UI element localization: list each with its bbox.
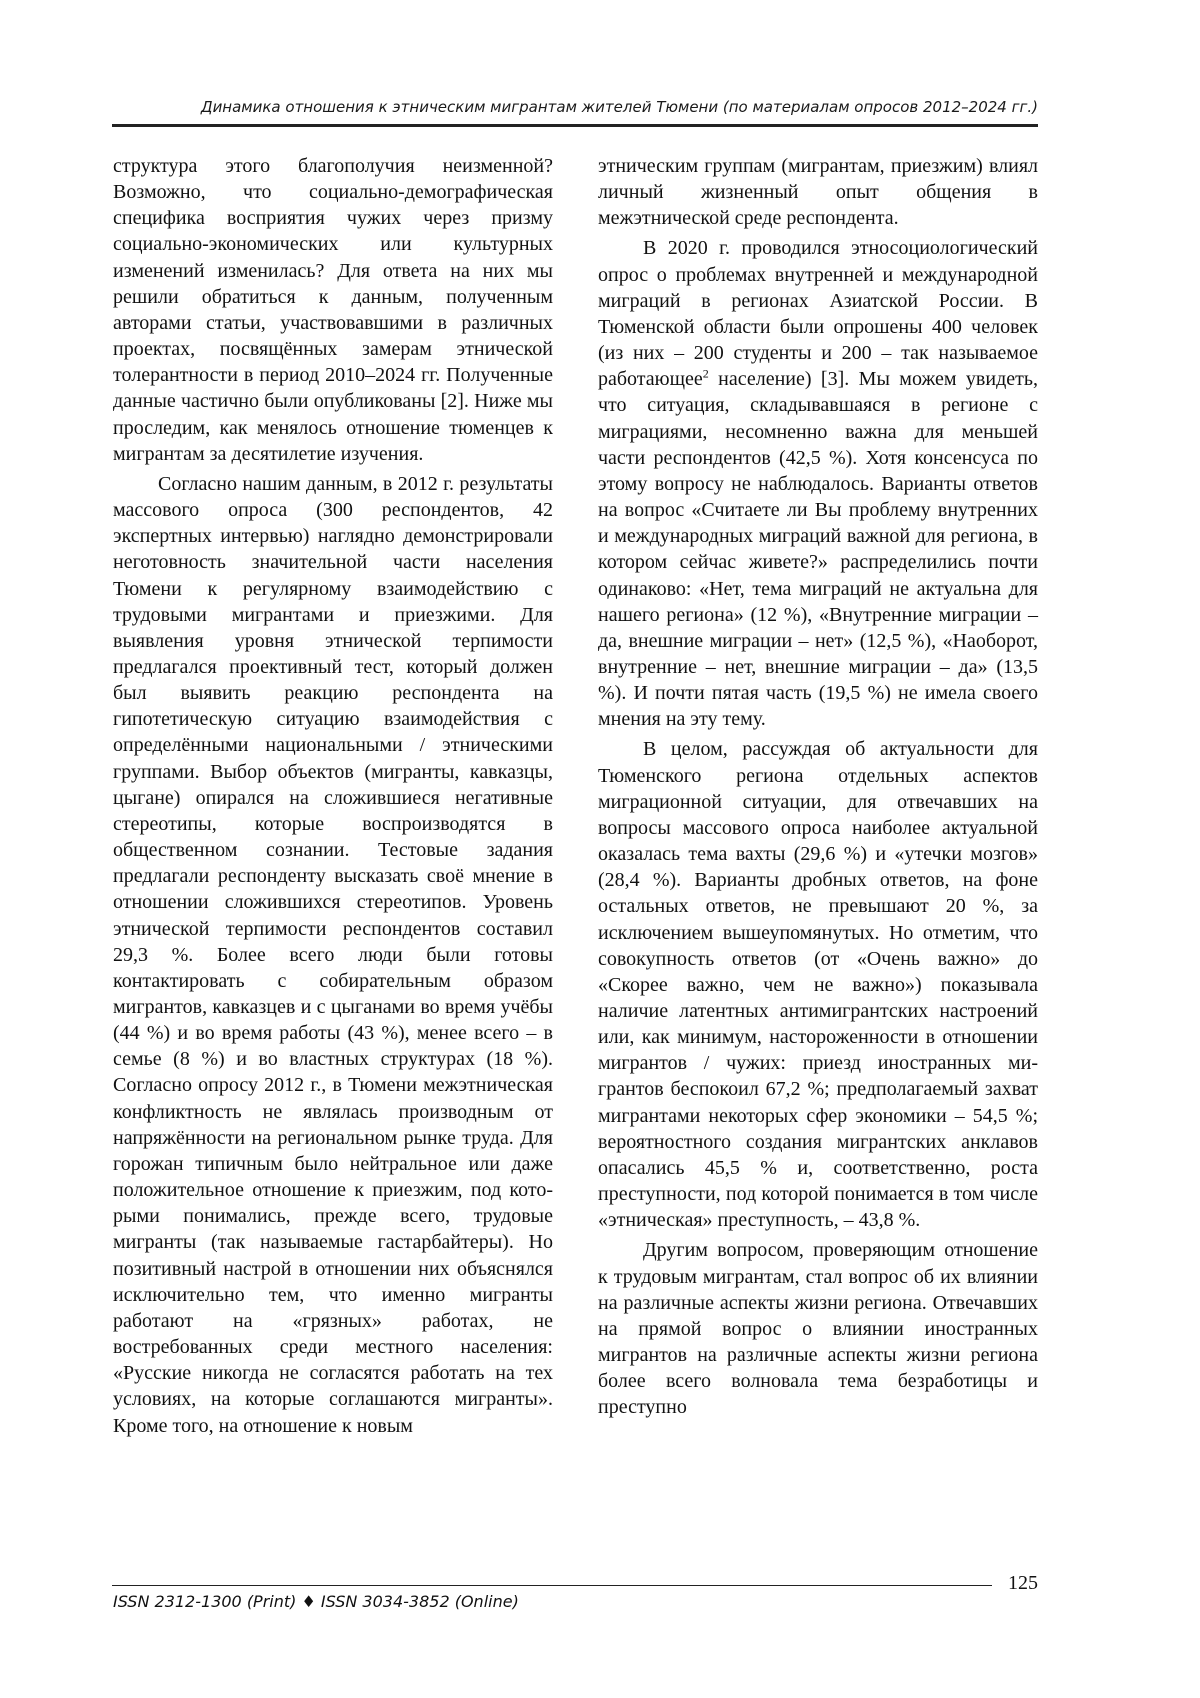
right-paragraph-2-text-a: В 2020 г. проводился этносоциологический опрос о проблемах внутренней и международной миграций в регионах Азиатской России. В Тюменской области были опрошены 400 человек (из них – 200 студенты и 200 – так называемое работающее — [598, 237, 1038, 391]
header-rule — [112, 124, 1038, 127]
right-paragraph-1: этническим группам (мигрантам, приезжим) влиял личный жизненный опыт общения в межэтнической среде респондента. — [598, 155, 1038, 230]
page-number: 125 — [1008, 1572, 1038, 1594]
running-title: Динамика отношения к этническим мигрантам жителей Тюмени (по материалам опросов 2012–2024 гг.) — [200, 98, 1038, 116]
right-paragraph-2 — [598, 235, 1038, 732]
right-paragraph-4: Другим вопросом, проверяющим отношение к трудовым мигрантам, стал вопрос об их влиянии на различные аспекты жизни региона. Отвечавших на прямой вопрос о влиянии иностранных мигрантов на различные аспекты жизни региона более всего волновала тема безработицы и преступно — [598, 1239, 1038, 1419]
left-paragraph-2: Согласно нашим данным, в 2012 г. результаты массового опроса (300 респондентов, 42 экспертных интервью) наглядно демонстрировали неготовность значительной части населения Тюмени к регулярному взаимодействию с трудовыми мигрантами и приезжими. Для выявления уровня этнической терпимости предлагался проективный тест, который должен был выявить реакцию респондента на гипотетическую ситуацию взаимодействия с определёнными национальными / этническими группами. Выбор объектов (мигранты, кавказцы, цыгане) опирался на сложившиеся негативные стереотипы, которые воспроизводятся в общественном сознании. Тестовые задания предлагали респонденту высказать своё мнение в отношении сложившихся стереотипов. Уровень этнической терпимости респондентов составил 29,3 %. Более всего люди были готовы контактировать с собирательным образом мигрантов, кавказцев и с цыганами во время учёбы (44 %) и во время работы (43 %), менее всего – в семье (8 %) и во властных структурах (18 %). Согласно опросу 2012 г., в Тюмени межэтническая конфликтность не являлась производным от напряжённости на региональном рынке труда. Для горожан типичным было нейтральное или даже положительное отношение к приезжим, под которыми понимались, прежде всего, трудовые мигранты (так называемые гастарбайтеры). Но позитивный настрой в отношении них объяснялся исключительно тем, что именно мигранты работают на «грязных» работах, не востребованных среди местного населения: «Русские никогда не согласятся работать на тех условиях, на которые соглашаются мигранты». Кроме того, на отношение к новым — [113, 472, 553, 1437]
right-paragraph-2-text-b: население) [3]. Мы можем увидеть, что ситуация, складывавшаяся в регионе с миграциями, несомненно важна для меньшей части респондентов (42,5 %). Хотя консенсуса по этому вопросу не наблюдалось. Варианты ответов на вопрос «Считаете ли Вы проблему внутренних и международных миграций важной для региона, в котором сейчас живете?» распределились почти одинаково: «Нет, тема миграций не актуальна для нашего региона» (12 %), «Внутренние миграции – да, внешние миграции – нет» (12,5 %), «Наоборот, внутренние – нет, внешние миграции – да» (13,5 %). И почти пятая часть (19,5 %) не имела своего мнения на эту тему. — [598, 368, 1038, 731]
footer-rule — [112, 1585, 992, 1586]
right-paragraph-3: В целом, рассуждая об актуальности для Тюменского региона отдельных аспектов миграционной ситуации, для отвечавших на вопросы массового опроса наиболее актуальной оказалась тема вахты (29,6 %) и «утечки мозгов» (28,4 %). Варианты дробных ответов, на фоне остальных ответов, не превышают 20 %, за исключением вышеупомянутых. Но отметим, что совокупность ответов (от «Очень важно» до «Скорее важно, чем не важно») показывала наличие латентных антимигрантских настроений или, как минимум, настороженности в отношении мигрантов / чужих: приезд иностранных мигрантов беспокоил 67,2 %; предполагаемый захват мигрантами некоторых сфер экономики – 54,5 %; вероятностного создания мигрантских анклавов опасались 45,5 % и, соответственно, роста преступности, под которой понимается в том числе «этническая» преступность, – 43,8 %. — [598, 738, 1038, 1232]
footnote-mark[interactable]: 2 — [702, 366, 709, 381]
left-paragraph-1: структура этого благополучия неизменной? Возможно, что социально-демографическая специфика восприятия чужих через призму социально-экономических или культурных изменений изменилась? Для ответа на них мы решили обратиться к данным, полученным авторами статьи, участвовавшими в различных проектах, посвящённых замерам этнической толерантности в период 2010–2024 гг. Полученные данные частично были опубликованы [2]. Ниже мы проследим, как менялось отношение тюменцев к мигрантам за десятилетие изучения. — [113, 155, 553, 465]
right-column — [598, 153, 1038, 1425]
issn-line: ISSN 2312-1300 (Print) ♦ ISSN 3034-3852 (Online) — [113, 1592, 519, 1611]
left-column — [113, 153, 553, 1443]
